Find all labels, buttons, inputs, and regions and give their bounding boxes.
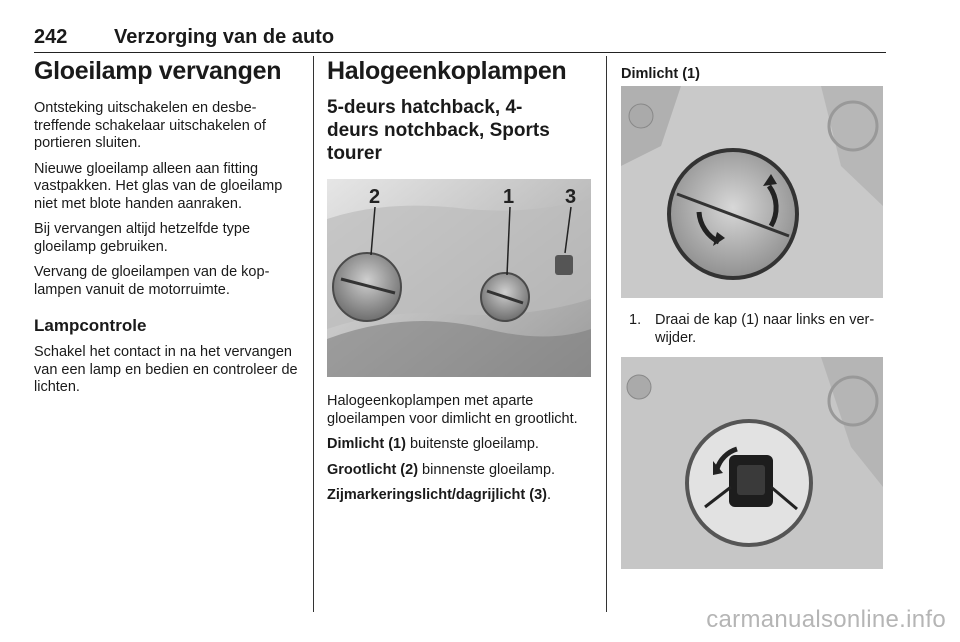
item-high-beam xyxy=(327,462,593,480)
desc: . xyxy=(546,487,551,503)
paragraph: Vervang de gloeilampen van de koplampen vanuit de motorruimte. xyxy=(34,264,270,298)
term: Dimlicht (1) xyxy=(327,436,406,452)
page-number: 242 xyxy=(34,26,68,48)
term: Zijmarkeringslicht/dagrijlicht (3) xyxy=(327,487,547,503)
column-divider-2 xyxy=(606,56,607,612)
paragraph: Bij vervangen altijd hetzelfde type gloeilamp gebruiken. xyxy=(34,221,251,255)
figure-label: Dimlicht (1) xyxy=(621,66,700,82)
subsection-heading: Lampcontrole xyxy=(34,316,147,335)
paragraph: Nieuwe gloeilamp alleen aan fitting vastpakken. Het glas van de gloeilamp niet met blote handen aanraken. xyxy=(34,160,283,212)
column-2 xyxy=(327,56,593,513)
callout-1: 1 xyxy=(503,186,515,208)
step-text: Draai de kap (1) naar links en verwijder. xyxy=(655,312,875,346)
column-1 xyxy=(34,56,300,405)
side-marker-bulb xyxy=(555,255,573,275)
desc: buitenste gloeilamp. xyxy=(405,436,539,452)
headlamp-figure xyxy=(327,179,591,377)
page-header xyxy=(34,26,886,53)
section-heading: Gloeilamp vervangen xyxy=(34,57,282,85)
running-title: Verzorging van de auto xyxy=(114,26,335,48)
term: Grootlicht (2) xyxy=(327,461,419,478)
desc: binnenste gloeilamp. xyxy=(418,461,556,478)
figure-caption: Halogeenkoplampen met aparte gloeilampen voor dimlicht en grootlicht. xyxy=(327,393,578,427)
item-side-marker xyxy=(327,487,593,505)
item-low-beam xyxy=(327,436,593,454)
step-number: 1. xyxy=(629,312,642,328)
section-heading: Halogeenkoplampen xyxy=(327,57,567,85)
paragraph: Ontsteking uitschakelen en desbetreffende schakelaar uitschakelen of portieren sluiten. xyxy=(34,100,266,151)
bulb-figure xyxy=(621,357,883,569)
callout-3: 3 xyxy=(565,186,577,208)
step-1 xyxy=(621,312,887,347)
column-3 xyxy=(621,66,887,569)
subsection-heading: 5-deurs hatchback, 4-deurs notchback, Sports tourer xyxy=(327,97,550,164)
callout-2: 2 xyxy=(369,186,381,208)
column-divider-1 xyxy=(313,56,314,612)
cap-figure xyxy=(621,86,883,298)
watermark: carmanualsonline.info xyxy=(706,606,946,633)
paragraph: Schakel het contact in na het vervangen van een lamp en bedien en controleer de lichten. xyxy=(34,344,298,395)
